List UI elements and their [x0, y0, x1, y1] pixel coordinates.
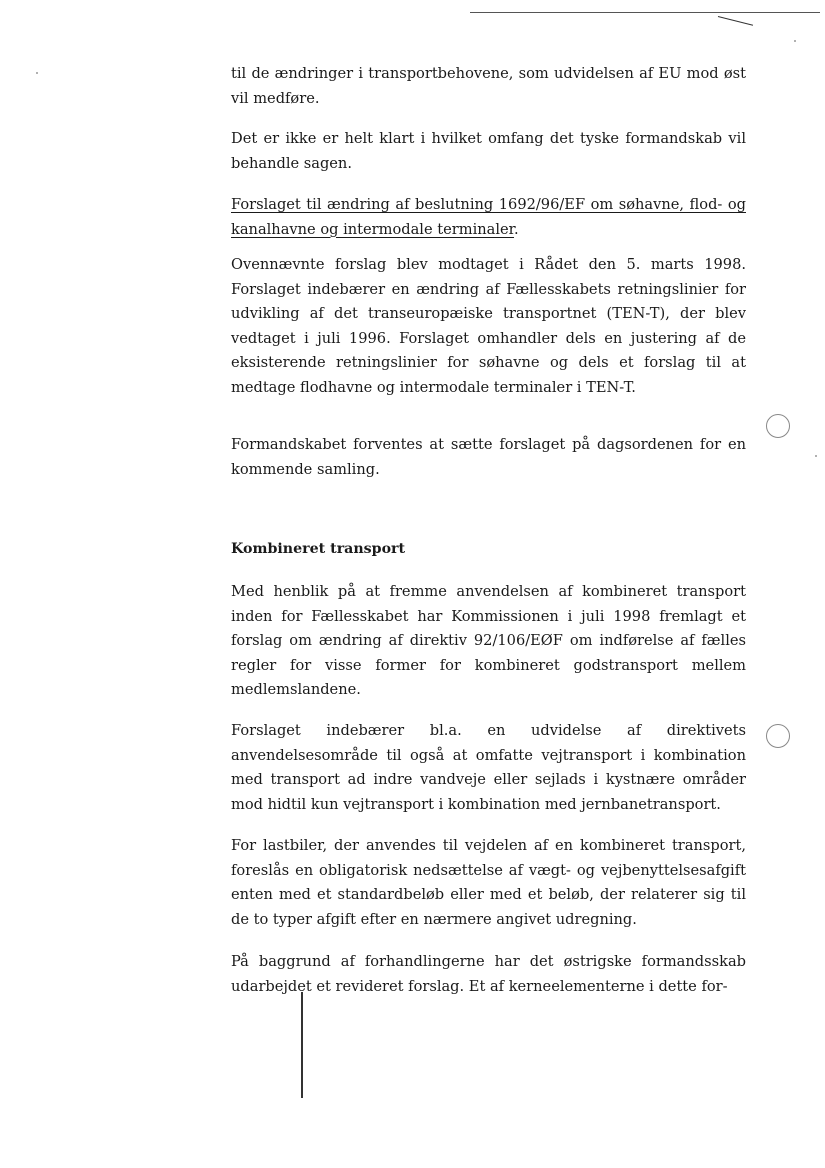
paragraph-2: [231, 127, 746, 176]
scan-speck: [36, 72, 38, 74]
paragraph-text: Det er ikke er helt klart i hvilket omfang det tyske formandskab vil behandle sagen.: [231, 130, 746, 172]
paragraph-text: Formandskabet forventes at sætte forslaget på dagsordenen for en kommende samling.: [231, 436, 746, 478]
paragraph-8: [231, 950, 746, 999]
paragraph-4: [231, 433, 746, 482]
punch-hole-bottom: [766, 724, 790, 748]
paragraph-text: Med henblik på at fremme anvendelsen af kombineret transport inden for Fællesskabet har Kommissionen i juli 1998 fremlagt et forslag om ændring af direktiv 92/106/EØF om indførelse af fælles regler for visse former for kombineret godstransport mellem medlemslandene.: [231, 583, 746, 698]
heading-underlined-text: Forslaget til ændring af beslutning 1692/96/EF om søhavne, flod- og kanalhavne og intermodale terminaler: [231, 196, 746, 238]
paragraph-3: [231, 253, 746, 400]
scan-speck: [815, 455, 817, 457]
paragraph-text: For lastbiler, der anvendes til vejdelen af en kombineret transport, foreslås en obligatorisk nedsættelse af vægt- og vejbenyttelsesafgift enten med et standardbeløb eller med et beløb, der relaterer sig til de to typer afgift efter en nærmere angivet udregning.: [231, 837, 746, 928]
margin-rule: [301, 992, 303, 1098]
paragraph-7: [231, 834, 746, 932]
scan-speck: [794, 40, 796, 42]
paragraph-1: [231, 62, 746, 111]
heading-text: Kombineret transport: [231, 541, 406, 557]
paragraph-6: [231, 719, 746, 817]
paragraph-text: Ovennævnte forslag blev modtaget i Rådet den 5. marts 1998. Forslaget indebærer en ændring af Fællesskabets retningslinier for udvikling af det transeuropæiske transportnet (TEN-T), der blev vedtaget i juli 1996. Forslaget omhandler dels en justering af de eksisterende retningslinier for søhavne og dels et forslag til at medtage flodhavne og intermodale terminaler i TEN-T.: [231, 256, 746, 396]
scan-edge-line: [470, 12, 820, 13]
section-heading-ten-t: [231, 193, 746, 242]
heading-text: [231, 193, 746, 242]
scan-mark: [718, 16, 753, 26]
section-heading-combined-transport: [231, 537, 746, 562]
paragraph-text: til de ændringer i transportbehovene, som udvidelsen af EU mod øst vil medføre.: [231, 65, 746, 107]
paragraph-text: På baggrund af forhandlingerne har det østrigske formandsskab udarbejdet et revideret forslag. Et af kerneelementerne i dette for-: [231, 953, 746, 995]
punch-hole-top: [766, 414, 790, 438]
paragraph-5: [231, 580, 746, 703]
paragraph-text: Forslaget indebærer bl.a. en udvidelse af direktivets anvendelsesområde til også at omfatte vejtransport i kombination med transport ad indre vandveje eller sejlads i kystnære områder mod hidtil kun vejtransport i kombination med jernbanetransport.: [231, 722, 746, 813]
heading-trailing: .: [514, 220, 519, 238]
